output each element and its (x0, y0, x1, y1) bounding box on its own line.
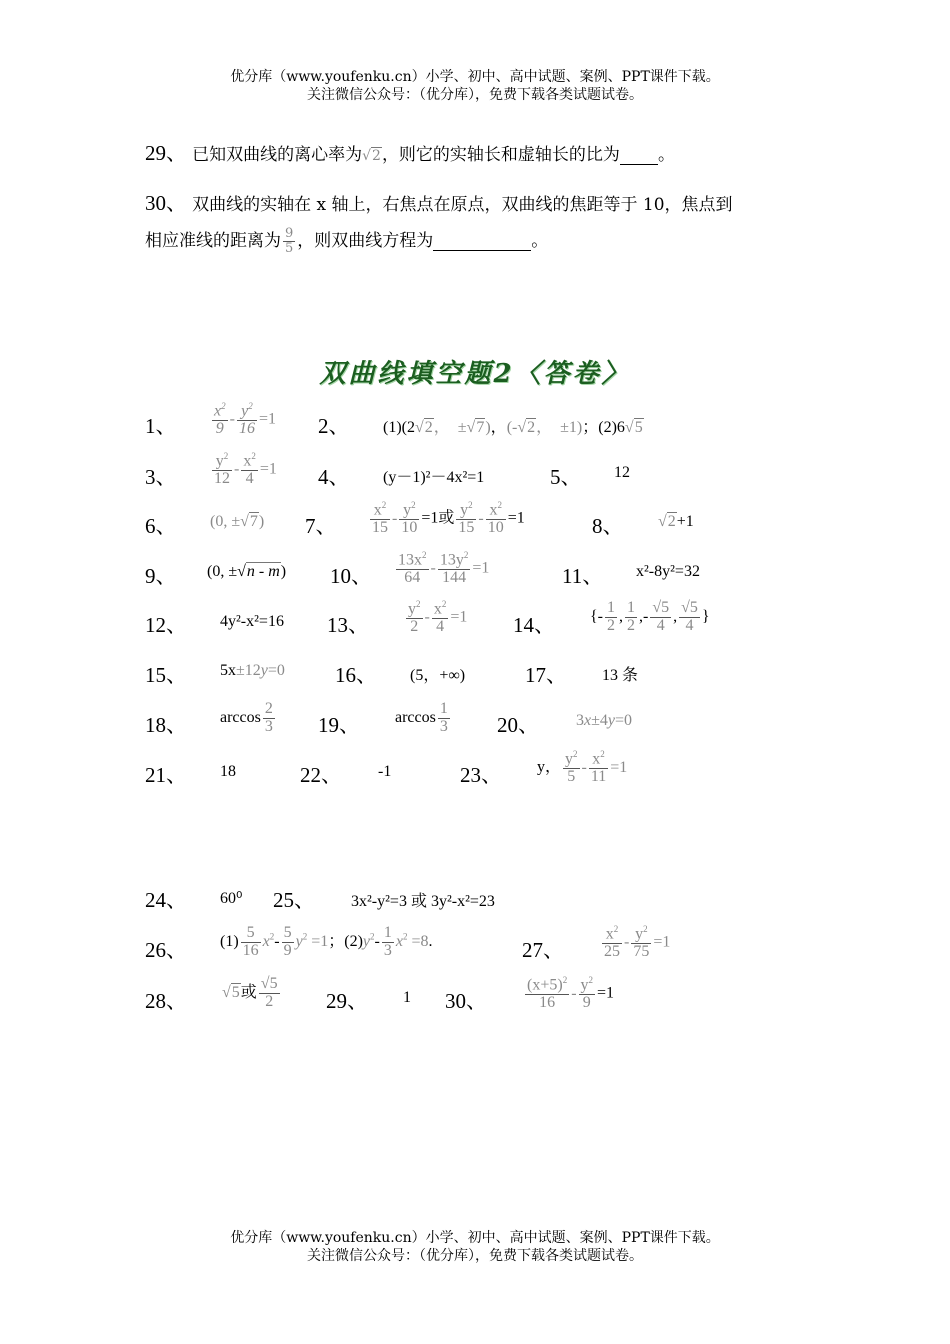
question-text: ，则双曲线方程为 (297, 231, 434, 251)
question-text: 已知双曲线的离心率为 (192, 145, 363, 165)
answer-25: 3x²-y²=3 或 3y²-x²=23 (351, 893, 495, 910)
answer-7: $\frac{x^2}{15}$ - $\frac{y^2}{10}$ =1或 $\frac{y^2}{15}$ - $\frac{x^2}{10}$ =1 (372, 500, 525, 537)
question-number: 30、 (145, 191, 187, 215)
answer-blank[interactable] (433, 231, 531, 251)
answer-22: -1 (378, 763, 392, 780)
answer-19: arccos $\frac{1}{3}$ (395, 700, 448, 735)
answer-27: $\frac{x^2}{25}$ - $\frac{y^2}{75}$ =1 (604, 924, 671, 961)
question-30-line-2 (145, 226, 548, 256)
question-30 (145, 187, 733, 217)
answer-number: 1、 (145, 414, 177, 438)
answer-21: 18 (220, 763, 236, 780)
fraction: $\frac{9}{5}$ (285, 226, 294, 256)
question-text: 。 (531, 231, 549, 251)
answer-number: 27、 (522, 938, 564, 962)
or-text: 或 (240, 983, 257, 1001)
question-text: 。 (657, 145, 675, 165)
answer-number: 15、 (145, 663, 187, 687)
answer-number: 28、 (145, 989, 187, 1013)
answer-number: 26、 (145, 938, 187, 962)
answer-number: 7、 (305, 514, 337, 538)
answer-4: (y－1)²－4x²=1 (383, 469, 485, 486)
answer-number: 11、 (562, 564, 604, 588)
answer-5: 12 (614, 464, 630, 481)
answer-blank[interactable] (620, 145, 658, 165)
answer-8: √2+1 (658, 513, 694, 530)
answer-12: 4y²-x²=16 (220, 613, 284, 630)
answer-number: 3、 (145, 465, 177, 489)
answer-number: 29、 (326, 989, 368, 1013)
answer-6: (0, ±√7) (210, 513, 265, 530)
answer-1: $\frac{x^2}{9}$ - $\frac{y^2}{16}$ =1 (214, 401, 276, 438)
answer-number: 14、 (513, 613, 555, 637)
answer-18: arccos $\frac{2}{3}$ (220, 700, 273, 735)
answer-3: $\frac{y^2}{12}$ - $\frac{x^2}{4}$ =1 (214, 451, 277, 488)
answer-17: 13 条 (602, 667, 639, 684)
answer-24: 60⁰ (220, 890, 243, 907)
answer-number: 23、 (460, 763, 502, 787)
answer-number: 30、 (445, 989, 487, 1013)
answer-number: 12、 (145, 613, 187, 637)
answer-26: (1) $\frac{5}{16}$ $x^2-$ $\frac{5}{9}$ $y^2 =1$；$(2)y^2-$ $\frac{1}{3}$ $x^2 =8$. (220, 924, 433, 959)
or-text: 或 (438, 509, 455, 527)
answer-number: 4、 (318, 465, 350, 489)
radicand: 2 (372, 148, 381, 164)
answer-15: 5x±12y=0 (220, 662, 285, 679)
footer-line-2: 关注微信公众号：（优分库），免费下载各类试题试卷。 (307, 1248, 643, 1264)
question-text: 相应准线的距离为 (145, 231, 281, 251)
answer-2: (1)(2√2， ±√7)，(-√2， ±1)；(2)6√5 (383, 419, 643, 436)
header-line-1: 优分库（www.youfenku.cn）小学、初中、高中试题、案例、PPT课件下载。 (230, 69, 720, 85)
question-text: 双曲线的实轴在 x 轴上，右焦点在原点，双曲线的焦距等于 10，焦点到 (192, 195, 733, 215)
answer-number: 2、 (318, 414, 350, 438)
answer-29: 1 (403, 989, 411, 1006)
question-text: ，则它的实轴长和虚轴长的比为 (381, 145, 620, 165)
answer-number: 8、 (592, 514, 624, 538)
answer-number: 18、 (145, 713, 187, 737)
answer-30: $\frac{(x+5)^2}{16}$ - $\frac{y^2}{9}$ =1 (527, 975, 615, 1012)
answer-11: x²-8y²=32 (636, 563, 700, 580)
answer-number: 6、 (145, 514, 177, 538)
question-29: 29、 已知双曲线的离心率为√2，则它的实轴长和虚轴长的比为 。 (145, 141, 675, 165)
answer-10: $\frac{13x^2}{64}$ - $\frac{13y^2}{144}$ =1 (398, 550, 490, 587)
answer-28: √5或 $\frac{√5}{2}$ (222, 975, 278, 1010)
answer-number: 17、 (525, 663, 567, 687)
answer-number: 21、 (145, 763, 187, 787)
answer-number: 20、 (497, 713, 539, 737)
answer-number: 22、 (300, 763, 342, 787)
answer-9: (0, ±√n - m) (207, 563, 287, 580)
answer-number: 24、 (145, 888, 187, 912)
answer-14: {- $\frac{1}{2}$ , $\frac{1}{2}$ ,- $\frac{√5}{4}$ , $\frac{√5}{4}$ } (590, 599, 710, 634)
answer-number: 13、 (327, 613, 369, 637)
answer-23: y， $\frac{y^2}{5}$ - $\frac{x^2}{11}$ =1 (537, 749, 628, 786)
answer-16: (5，+∞) (410, 667, 466, 684)
answer-number: 19、 (318, 713, 360, 737)
answer-number: 9、 (145, 564, 177, 588)
answer-number: 25、 (273, 888, 315, 912)
answer-20: 3x±4y=0 (576, 712, 633, 729)
answer-number: 10、 (330, 564, 372, 588)
header-line-2: 关注微信公众号：（优分库），免费下载各类试题试卷。 (307, 87, 643, 103)
answer-13: $\frac{y^2}{2}$ - $\frac{x^2}{4}$ =1 (408, 599, 468, 636)
answer-number: 16、 (335, 663, 377, 687)
page-title: 双曲线填空题2〈答卷〉 (319, 359, 631, 389)
footer-line-1: 优分库（www.youfenku.cn）小学、初中、高中试题、案例、PPT课件下载。 (230, 1230, 720, 1246)
question-number: 29、 (145, 141, 187, 165)
answer-number: 5、 (550, 465, 582, 489)
